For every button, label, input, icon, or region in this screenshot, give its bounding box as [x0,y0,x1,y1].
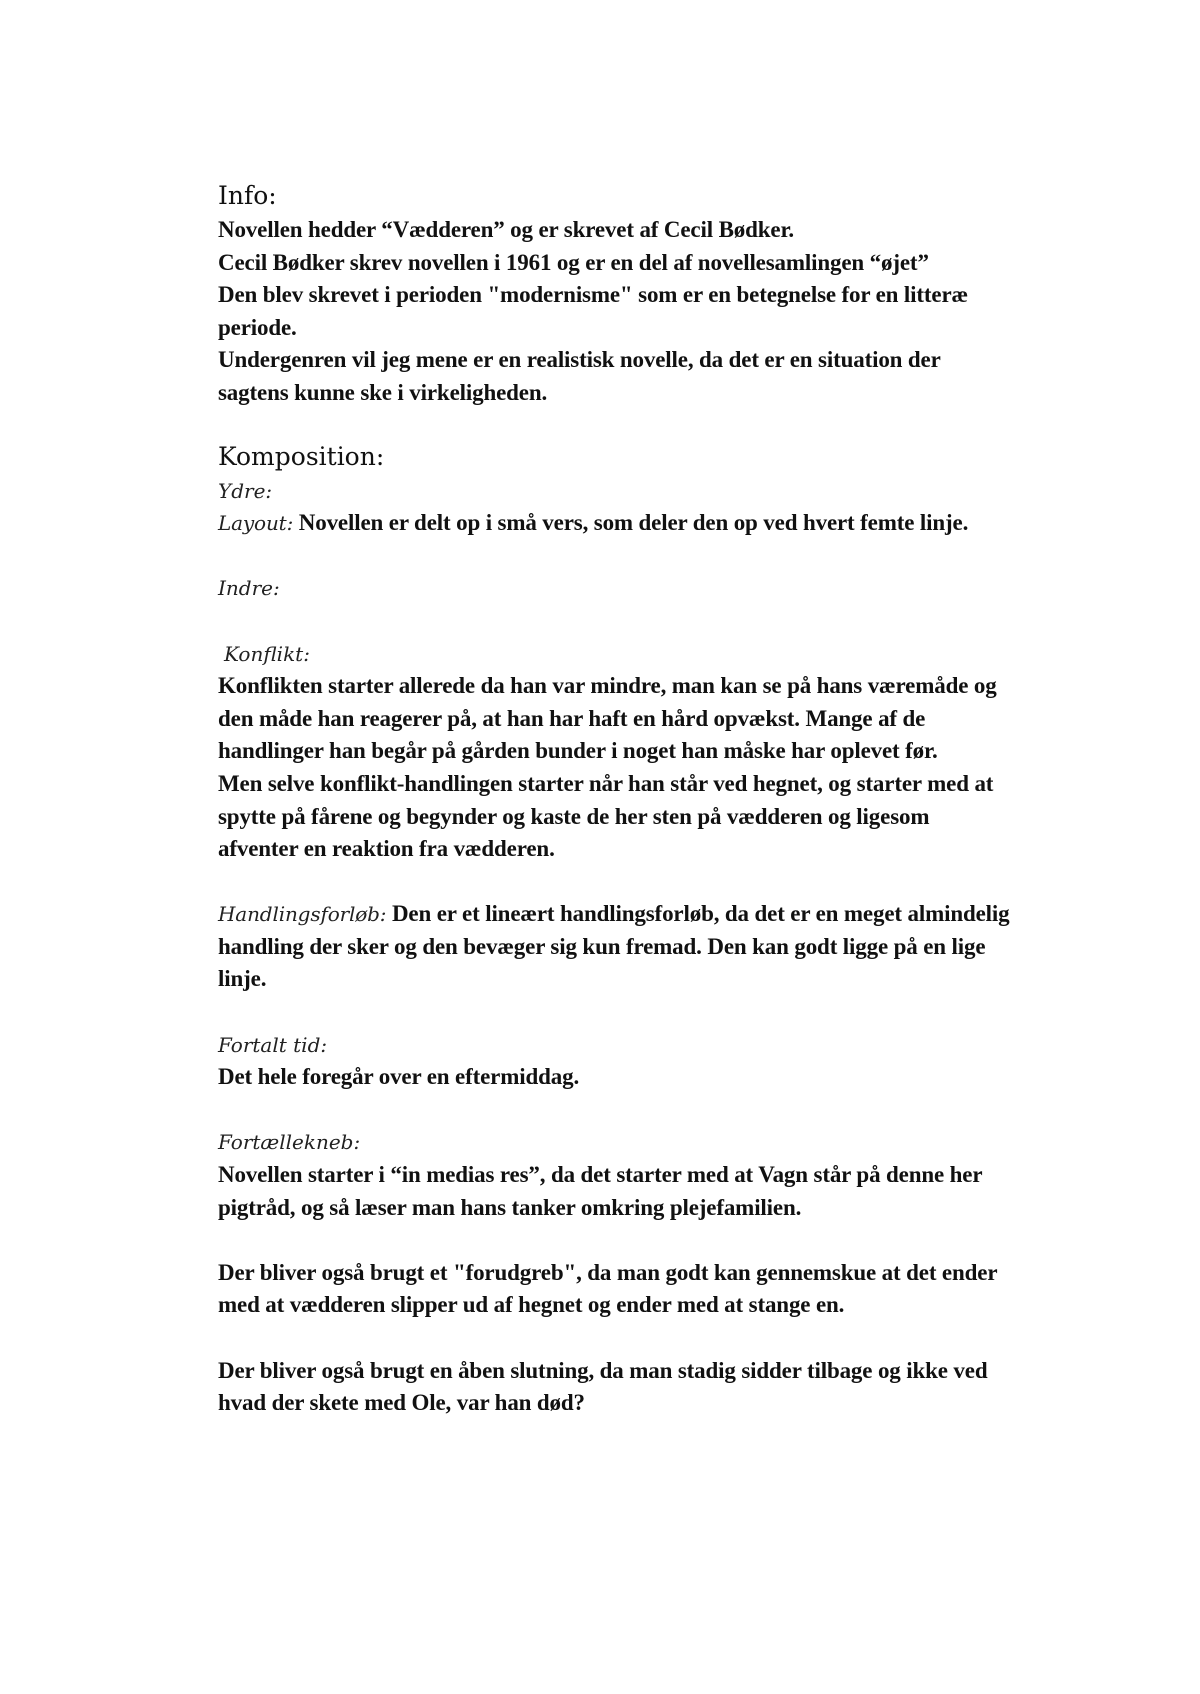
layout-text: Novellen er delt op i små vers, som deler den op ved hvert femte linje. [293,510,969,536]
komposition-heading: Komposition: [218,441,385,471]
info-line: periode. [218,314,297,340]
spacer [218,605,1118,638]
spacer [218,1322,1118,1355]
info-line: Novellen hedder “Vædderen” og er skrevet af Cecil Bødker. [218,217,794,242]
handlingsforloeb-first-line: Den er et lineært handlingsforløb, da det er en meget almindelig [386,901,1010,927]
spacer [218,1224,1118,1257]
fortaelleknebs-label: Fortællekneb: [218,1130,361,1155]
info-line: Undergenren vil jeg mene er en realistisk novelle, da det er en situation der [218,347,941,373]
konflikt-line: handlinger han begår på gården bunder i noget han måske har oplevet før. [218,738,938,764]
fortaelleknebs-line: pigtråd, og så læser man hans tanker omkring plejefamilien. [218,1194,802,1220]
layout-label: Layout: [218,511,294,536]
konflikt-label: Konflikt: [224,641,310,666]
info-heading: Info: [218,181,277,210]
info-line: Cecil Bødker skrev novellen i 1961 og er en del af novellesamlingen “øjet” [218,249,929,275]
fortalt-tid-text: Det hele foregår over en eftermiddag. [218,1064,580,1090]
konflikt-line: spytte på fårene og begynder og kaste de her sten på vædderen og ligesom [218,803,930,829]
spacer [218,1094,1118,1127]
handlingsforloeb-paragraph [218,898,1118,931]
info-line: Den blev skrevet i perioden "modernisme" som er en betegnelse for en litteræ [218,282,969,308]
slutning-line: hvad der skete med Ole, var han død? [218,1390,585,1416]
konflikt-line: afventer en reaktion fra vædderen. [218,836,555,862]
layout-paragraph [218,507,1118,540]
fortalt-tid-label: Fortalt tid: [218,1032,328,1057]
slutning-line: Der bliver også brugt en åben slutning, da man stadig sidder tilbage og ikke ved [218,1357,988,1383]
konflikt-line: Men selve konflikt-handlingen starter når han står ved hegnet, og starter med at [218,770,994,796]
forudgreb-line: Der bliver også brugt et "forudgreb", da man godt kan gennemskue at det ender [218,1259,998,1285]
handlingsforloeb-line: linje. [218,966,267,992]
spacer [218,410,1118,439]
fortaelleknebs-line: Novellen starter i “in medias res”, da det starter med at Vagn står på denne her [218,1162,983,1188]
info-line: sagtens kunne ske i virkeligheden. [218,379,548,405]
ydre-label: Ydre: [218,478,273,503]
indre-label: Indre: [218,576,280,601]
spacer [218,866,1118,899]
spacer [218,540,1118,573]
konflikt-line: Konflikten starter allerede da han var mindre, man kan se på hans væremåde og [218,673,997,699]
document-body [218,178,1118,1420]
konflikt-line: den måde han reagerer på, at han har haft en hård opvækst. Mange af de [218,705,926,731]
spacer [218,996,1118,1029]
forudgreb-line: med at vædderen slipper ud af hegnet og ender med at stange en. [218,1292,845,1318]
handlingsforloeb-line: handling der sker og den bevæger sig kun fremad. Den kan godt ligge på en lige [218,933,986,959]
handlingsforloeb-label: Handlingsforløb: [218,902,387,927]
